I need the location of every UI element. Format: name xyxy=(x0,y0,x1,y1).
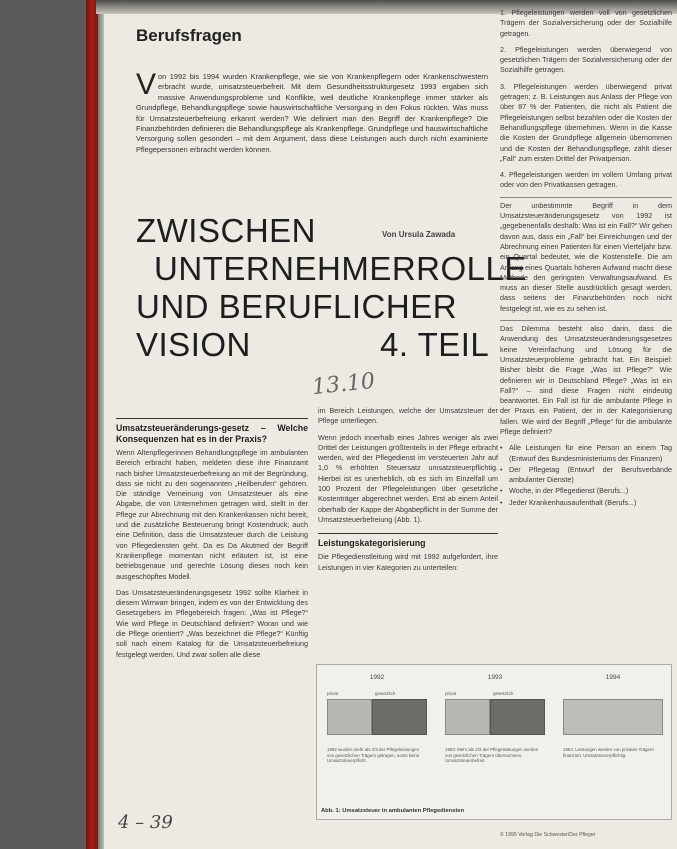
bar-segment-private xyxy=(327,699,372,735)
section-rule xyxy=(318,533,498,534)
author-byline: Von Ursula Zawada xyxy=(382,230,456,239)
section-rule xyxy=(116,418,308,419)
paragraph: Wenn Altenpflegerinnen Behandlungspflege im ambulanten Bereich erbracht haben, meldeten diese ihre Finanzamt nach bisher Umsatzsteuerbefreiung an mit der Begründung, dass sie nicht zu den sogenannten „Heilberufen“ gehören. Die ständige Verneinung von Umsatzsteuer als eine Abgabe, die von Unternehmen getragen wird, stellt in der Pflege zur Abrechnung mit den Krankenkassen nicht bereit, und die zusätzliche Besteuerung bringt Kostendruck; auch eine Definition, dass die Umsatzsteuer durch die Leistung von Pflegediensten geht. Da es Da Akutmed der Begriff Krankenpflege momentan nicht erläutert ist, ist eine betriebsgenaue und gerechte Lösung dieses noch kein ausgeschöpftes Modell. xyxy=(116,448,308,581)
figure-panel-1992 xyxy=(323,674,431,785)
paragraph: im Bereich Leistungen, welche der Umsatzsteuer der Pflege unterliegen. xyxy=(318,406,498,426)
section-heading-kategorien: Leistungskategorisierung xyxy=(318,538,426,549)
bar-segment-private xyxy=(445,699,490,735)
paragraph: Wenn jedoch innerhalb eines Jahres weniger als zwei Drittel der Leistungen größtenteils in der Pflege erbracht werden, wird der Pflegedienst im versteuerten Jahr auf 1,0 % erhöhten Steuersatz umsatzsteuerpflichtig. Hierbei ist es unerheblich, ob es sich im Einzelfall um 100 Prozent der Pflegeleistungen über gesetzliche Kostenträger abgerechnet werden. Erst ab einem Anteil oberhalb der Kappe der Abgabepflicht in der Summe der Umsatzsteuerbefreiung (Abb. 1). xyxy=(318,432,498,524)
figure-umsatzsteuer xyxy=(316,664,672,820)
rubric-heading: Berufsfragen xyxy=(136,26,242,45)
article-title xyxy=(136,212,527,364)
bar-segment-private xyxy=(563,699,663,735)
handwritten-note: 13.10 xyxy=(310,368,377,401)
category-item: 4. Pflegeleistungen werden im vollem Umfang privat oder von den Privatkassen getragen. xyxy=(500,170,672,190)
title-part-number: 4. TEIL xyxy=(380,326,490,363)
panel-note: 1992 wurden mehr als 2/3 der Pflegeleistungen von gesetzlichen Trägern getragen, somit keine Umsatzsteuerpflicht. xyxy=(327,747,420,764)
list-item: • Alle Leistungen für eine Person an einem Tag (Entwurf des Bundesministeriums der Finanzen) xyxy=(500,443,672,464)
stacked-bar xyxy=(445,699,545,735)
bar-label-left: privat xyxy=(327,691,339,696)
stacked-bar xyxy=(327,699,427,735)
category-item: 2. Pflegeleistungen werden überwiegend von gesetzlichen Trägern der Sozialversicherung oder der Sozialhilfe getragen. xyxy=(500,44,672,75)
drop-cap: V xyxy=(136,68,157,101)
figure-caption: Abb. 1: Umsatzsteuer in ambulanten Pflegediensten xyxy=(321,808,465,814)
list-item: • Der Pflegetag (Entwurf der Berufsverbände ambulanter Dienste) xyxy=(500,465,672,486)
paragraph: Die Pflegedienstleitung wird mit 1992 aufgefordert, ihre Leistungen in vier Kategorien zu unterteilen: xyxy=(318,552,498,572)
single-bar xyxy=(563,699,663,735)
bar-label-right: gesetzlich xyxy=(493,691,514,696)
column-left xyxy=(116,418,308,666)
book-spine xyxy=(86,0,98,849)
title-line-2: UNTERNEHMERROLLE xyxy=(154,250,527,287)
intro-paragraph xyxy=(136,68,488,155)
bar-segment-statutory xyxy=(490,699,545,735)
title-line-4: VISION xyxy=(136,326,251,363)
title-line-3: UND BERUFLICHER xyxy=(136,288,458,325)
category-item: 3. Pflegeleistungen werden überwiegend privat getragen; z. B. Leistungen aus Anlass der Pflege von über 87 % der Patienten, die nicht als Patient die Pflegeleistungen selbst bezahlen oder die Kosten der Behandlungspflege übernehmen. Wenn in die Kasse die Kosten der Grundpflege allgemein übernommen und die Kosten der Behandlungspflege, zählt dieser „Fall“ zum ersten Drittel der Privatperson. xyxy=(500,81,672,163)
panel-year: 1992 xyxy=(369,674,385,681)
title-line-1: ZWISCHEN xyxy=(136,212,316,249)
paragraph: Das Umsatzsteueränderungsgesetz 1992 sollte Klarheit in diesem Wirrwarr bringen, indem es von der Entwicklung des Gesetzgebers im Pflegebereich fragen: „Was ist Pflege?“ Wie wird Pflege in Deutschland definiert? Woran und wie die Pflege orientiert? „Was bezeichnet die Pflege?“ Künftig soll nach einem Katalog für die Umsatzsteuerbefreiung festgelegt werden. Und zwar sollen alle diese xyxy=(116,587,308,659)
bar-segment-statutory xyxy=(372,699,427,735)
column-middle xyxy=(318,406,498,579)
list-item: • Jeder Krankenhausaufenthalt (Berufs...) xyxy=(500,498,672,508)
paragraph: Das Dilemma besteht also darin, dass die Anwendung des Umsatzsteueränderungsgesetzes keine Vereinfachung und Lösung für die Umsatzsteuerprobleme gebracht hat. Ein Beispiel: Bisher bleibt die Frage „Was ist Pflege?“ Wie definieren wir in Deutschland Pflege? „Was ist ein Fall?“ – sind diese Fragen nicht eindeutig beantwortet. Ein Fall ist für die ambulante Pflege in der Praxis ein Patient, der in der Kategorisierung fallen. Wie wird der Begriff „Pflege“ für die ambulante Pflege definiert? xyxy=(500,320,672,437)
panel-year: 1993 xyxy=(487,674,503,681)
handwritten-page-number: 4 – 39 xyxy=(118,812,173,833)
panel-year: 1994 xyxy=(605,674,621,681)
section-heading-ustg: Umsatzsteueränderungs-gesetz – Welche Konsequenzen hat es in der Praxis? xyxy=(116,423,308,444)
figure-panel-1993 xyxy=(441,674,549,785)
category-item: 1. Pflegeleistungen werden voll von gesetzlichen Trägern der Sozialversicherung oder der Sozialhilfe getragen. xyxy=(500,8,672,38)
bar-label-left: privat xyxy=(445,691,457,696)
list-item: • Woche, in der Pflegedienst (Berufs...) xyxy=(500,486,672,496)
figure-panel-1994 xyxy=(559,674,667,785)
intro-text: on 1992 bis 1994 wurden Krankenpflege, wie sie von Krankenpflegern oder Krankenschwestern erbracht wurde, umsatzsteuerbefreit. Mit dem Gesundheitsstrukturgesetz 1993 ergaben sich massive Anwendungsprobleme und Konflikte, weil deutliche Krankenpflege immer stärker als Grundpflege, Behandlungspflege sowie hauswirtschaftliche Versorgung in den Fokus rückten. Was muss für Umsatzsteuerbefreiung erkannt werden? Wie definiert man den Begriff der Krankenpflege? Die Finanzbehörden definieren die Behandlungspflege als Krankenpflege. Grundpflege und hauswirtschaftliche Versorgung sollen gesondert – mit dem Argument, dass diese Leistungen auch durch nicht examinierte Pflegepersonen erbracht werden können. xyxy=(136,72,488,154)
page-footer: © 1995 Verlag Die Schwester/Der Pfleger xyxy=(500,832,596,838)
definition-list xyxy=(500,443,672,508)
panel-note: 1994: Leistungen werden von privaten Trägern finanziert. Umsatzsteuerpflichtig. xyxy=(563,747,654,758)
panel-note: 1993: Mehr als 2/3 der Pflegeleistungen werden von gesetzlichen Trägern übernommen. Umsatzsteuerbefreit. xyxy=(445,747,539,764)
paragraph: Der unbestimmte Begriff in dem Umsatzsteueränderungsgesetz von 1992 ist „gegebenenfalls deshalb: Was ist ein Fall?“ Wir gehen davon aus, dass ein „Fall“ bei Einreichungen und der Abrechnung einen Patienten für einen Vierteljahr bzw. ein Quartal bedeutet, wie die Kostenstelle. Die am Anfang eines Quartals höheren Aufwand macht diese Methode den geringsten Verwaltungsaufwand. Es muss an dieser Stelle ausdrücklich gesagt werden, dass seitens der Finanzbehörden noch nicht festgelegt ist, wie es zu sehen ist. xyxy=(500,197,672,314)
bar-label-right: gesetzlich xyxy=(375,691,396,696)
column-right xyxy=(500,8,672,509)
